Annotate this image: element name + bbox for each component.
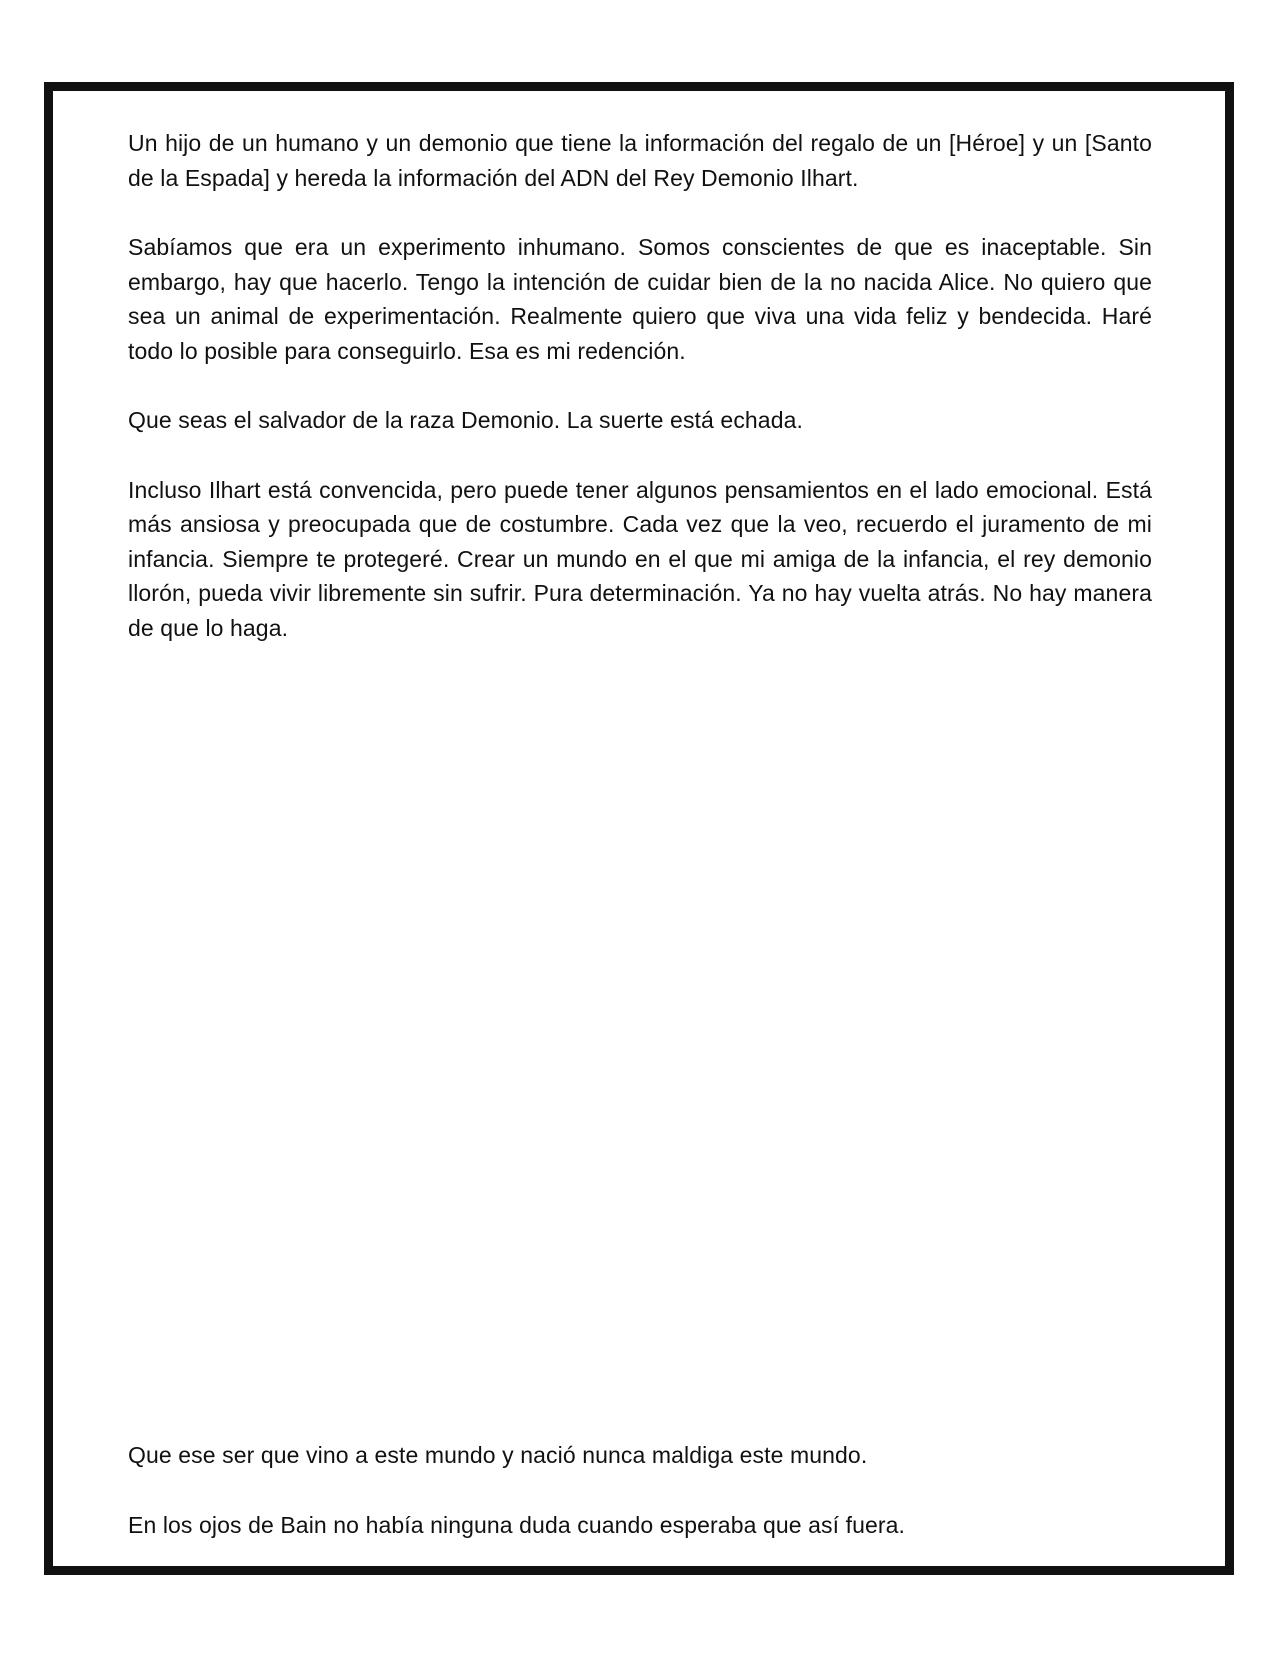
paragraph-hybrid-origin: Un hijo de un humano y un demonio que tiene la información del regalo de un [Héroe] y un [Santo de la Espada] y hereda la información del ADN del Rey Demonio Ilhart. [128, 130, 1152, 191]
paragraph-bain-eyes: En los ojos de Bain no había ninguna duda cuando esperaba que así fuera. [128, 1511, 906, 1538]
paragraph-experiment-redemption: Sabíamos que era un experimento inhumano. Somos conscientes de que es inaceptable. Sin embargo, hay que hacerlo. Tengo la intención de cuidar bien de la no nacida Alice. No quiero que sea un animal de experimentación. Realmente quiero que viva una vida feliz y bendecida. Haré todo lo posible para conseguirlo. Esa es mi redención. [128, 234, 1152, 364]
bottom-text-block [128, 1438, 1152, 1577]
paragraph-childhood-oath: Incluso Ilhart está convencida, pero puede tener algunos pensamientos en el lado emocional. Está más ansiosa y preocupada que de costumbre. Cada vez que la veo, recuerdo el juramento de mi infancia. Siempre te protegeré. Crear un mundo en el que mi amiga de la infancia, el rey demonio llorón, pueda vivir libremente sin sufrir. Pura determinación. Ya no hay vuelta atrás. No hay manera de que lo haga. [128, 476, 1152, 641]
paragraph-savior: Que seas el salvador de la raza Demonio. La suerte está echada. [128, 407, 803, 433]
top-text-block [128, 126, 1152, 680]
paragraph-never-curse: Que ese ser que vino a este mundo y nació nunca maldiga este mundo. [128, 1442, 868, 1468]
